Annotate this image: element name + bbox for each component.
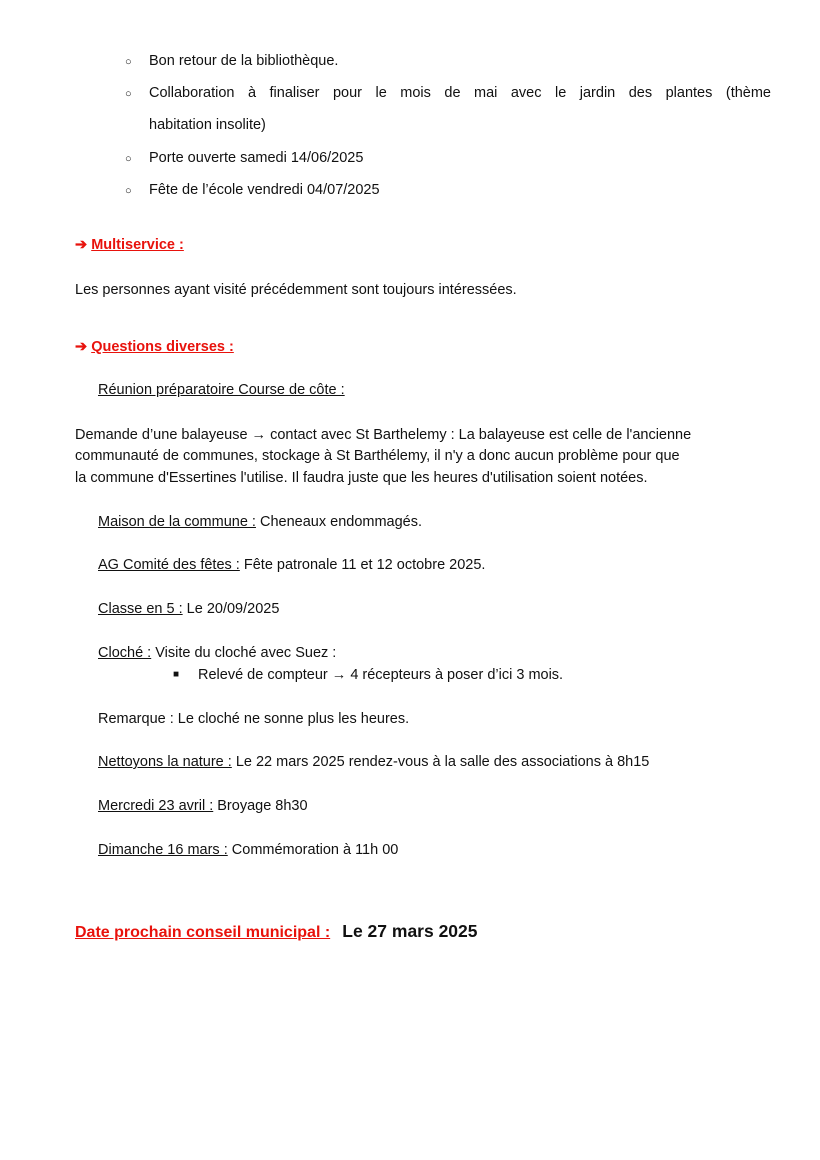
section-heading-multiservice: ➔ Multiservice :: [75, 237, 184, 253]
paragraph-line: communauté de communes, stockage à St Barthélemy, il n'y a donc aucun problème pour que: [75, 448, 680, 464]
list-item: Bon retour de la bibliothèque.: [149, 53, 339, 69]
list-item: Porte ouverte samedi 14/06/2025: [149, 150, 364, 166]
section-heading-questions: ➔ Questions diverses :: [75, 339, 234, 355]
circle-bullet-icon: ○: [125, 88, 132, 100]
sub-item: Relevé de compteur → 4 récepteurs à poser d’ici 3 mois.: [198, 667, 564, 683]
arrow-right-icon: ➔: [75, 237, 88, 253]
circle-bullet-icon: ○: [125, 153, 132, 165]
item-nettoyons: Nettoyons la nature : Le 22 mars 2025 rendez-vous à la salle des associations à 8h15: [98, 754, 650, 770]
subheading: Réunion préparatoire Course de côte :: [98, 382, 345, 398]
arrow-right-icon: ➔: [75, 339, 88, 355]
paragraph-line: la commune d'Essertines l'utilise. Il faudra juste que les heures d'utilisation soient notées.: [75, 470, 648, 486]
item-dimanche: Dimanche 16 mars : Commémoration à 11h 00: [98, 842, 399, 858]
next-council: Date prochain conseil municipal : Le 27 mars 2025: [75, 921, 478, 941]
item-ag: AG Comité des fêtes : Fête patronale 11 et 12 octobre 2025.: [98, 557, 486, 573]
item-mercredi: Mercredi 23 avril : Broyage 8h30: [98, 798, 308, 814]
item-cloche: Cloché : Visite du cloché avec Suez :: [98, 645, 337, 661]
list-item-continuation: habitation insolite): [149, 117, 266, 133]
circle-bullet-icon: ○: [125, 185, 132, 197]
square-bullet-icon: ■: [173, 669, 180, 680]
remarque: Remarque : Le cloché ne sonne plus les heures.: [98, 711, 410, 727]
paragraph: Les personnes ayant visité précédemment sont toujours intéressées.: [75, 282, 517, 298]
paragraph-line: Demande d’une balayeuse → contact avec St Barthelemy : La balayeuse est celle de l'ancienne: [75, 427, 692, 443]
list-item: Collaboration à finaliser pour le mois de mai avec le jardin des plantes (thème: [149, 85, 771, 101]
item-classe: Classe en 5 : Le 20/09/2025: [98, 601, 280, 617]
item-maison: Maison de la commune : Cheneaux endommagés.: [98, 514, 423, 530]
list-item: Fête de l’école vendredi 04/07/2025: [149, 182, 380, 198]
circle-bullet-icon: ○: [125, 56, 132, 68]
